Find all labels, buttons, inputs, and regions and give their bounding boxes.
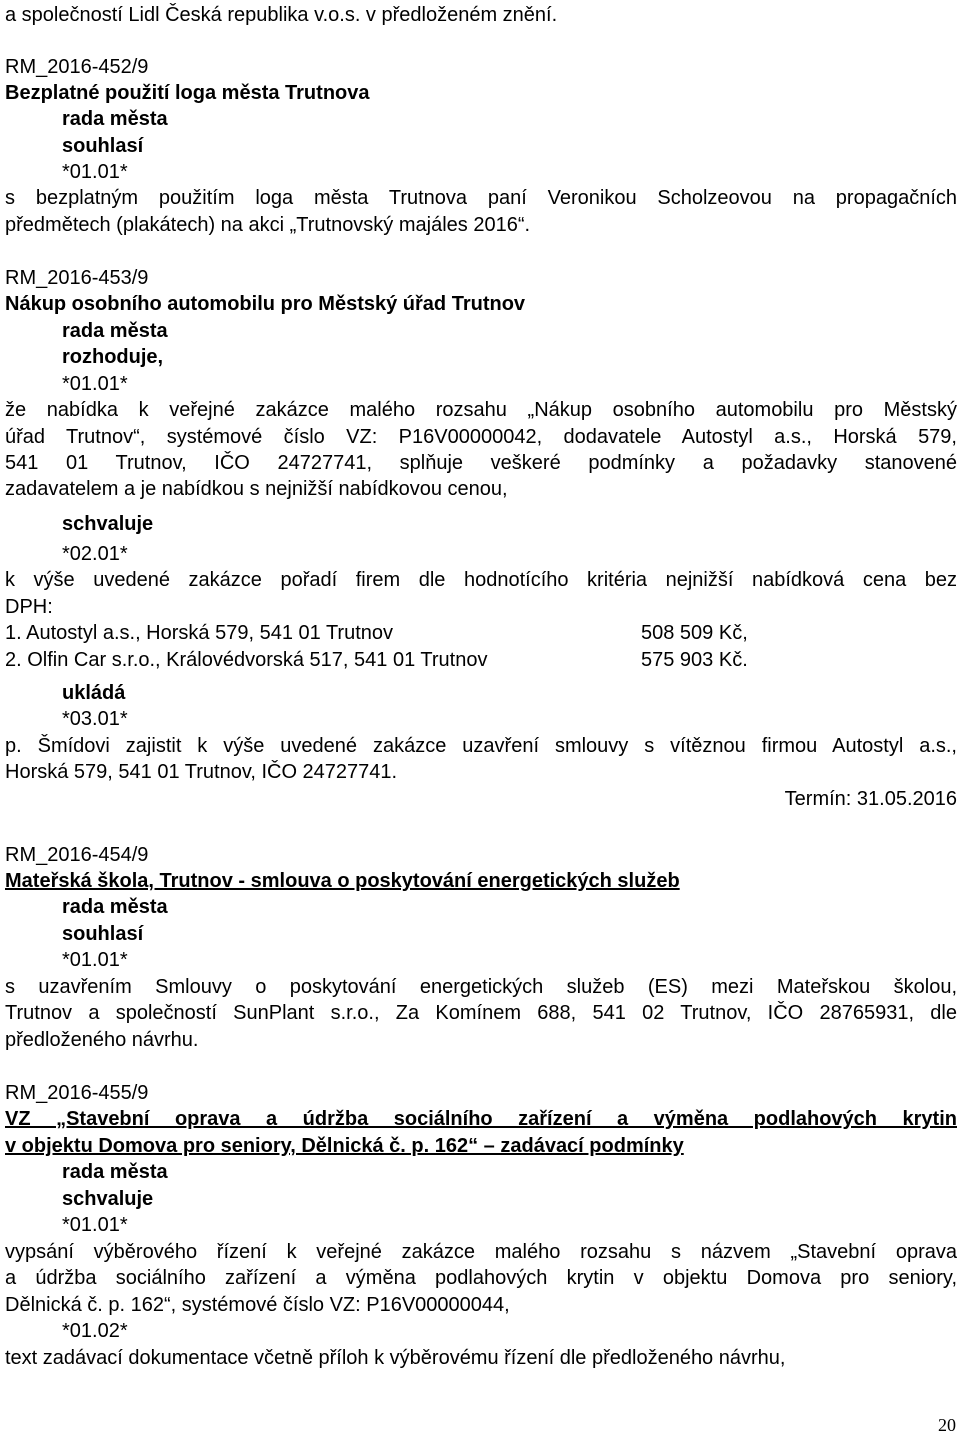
item-number: *01.01* [62, 1214, 128, 1236]
verb-label: schvaluje [62, 1188, 154, 1210]
body-label: rada města [62, 320, 168, 342]
text-line: Trutnov a společností SunPlant s.r.o., Za Komínem 688, 541 02 Trutnov, IČO 28765931, dle [5, 1002, 957, 1024]
text-line: text zadávací dokumentace včetně příloh k výběrovému řízení dle předloženého návrhu, [5, 1347, 786, 1369]
body-label: rada města [62, 1161, 168, 1183]
item-number: *03.01* [62, 708, 128, 730]
text-line: vypsání výběrového řízení k veřejné zakázce malého rozsahu s názvem „Stavební oprava [5, 1241, 957, 1263]
text-line: s bezplatným použitím loga města Trutnova paní Veronikou Scholzeovou na propagačních [5, 187, 957, 209]
body-label: rada města [62, 896, 168, 918]
verb-label: schvaluje [62, 513, 154, 535]
resolution-number: RM_2016-453/9 [5, 267, 149, 289]
text-line: a údržba sociálního zařízení a výměna podlahových krytin v objektu Domova pro seniory, [5, 1267, 957, 1289]
page-number: 20 [938, 1415, 956, 1435]
text-line: k výše uvedené zakázce pořadí firem dle hodnotícího kritéria nejnižší nabídková cena bez [5, 569, 957, 591]
text-line: a společností Lidl Česká republika v.o.s. v předloženém znění. [5, 4, 558, 26]
text-line: 541 01 Trutnov, IČO 24727741, splňuje veškeré podmínky a požadavky stanovené [5, 452, 957, 474]
text-line: že nabídka k veřejné zakázce malého rozsahu „Nákup osobního automobilu pro Městský [5, 399, 957, 421]
text-line: předmětech (plakátech) na akci „Trutnovský majáles 2016“. [5, 214, 531, 236]
text-line: úřad Trutnov“, systémové číslo VZ: P16V00000042, dodavatele Autostyl a.s., Horská 579, [5, 426, 957, 448]
item-number: *01.01* [62, 949, 128, 971]
bidder-2-price: 575 903 Kč. [641, 649, 748, 671]
bidder-2-name: 2. Olfin Car s.r.o., Královédvorská 517, 541 01 Trutnov [5, 649, 488, 671]
resolution-title: Nákup osobního automobilu pro Městský úřad Trutnov [5, 293, 526, 315]
resolution-number: RM_2016-454/9 [5, 844, 149, 866]
text-line: Horská 579, 541 01 Trutnov, IČO 24727741. [5, 761, 398, 783]
item-number: *01.01* [62, 161, 128, 183]
text-line: předloženého návrhu. [5, 1029, 199, 1051]
text-line: p. Šmídovi zajistit k výše uvedené zakázce uzavření smlouvy s vítěznou firmou Autostyl a.s., [5, 735, 957, 757]
body-label: rada města [62, 108, 168, 130]
item-number: *02.01* [62, 543, 128, 565]
item-number: *01.01* [62, 373, 128, 395]
bidder-1-price: 508 509 Kč, [641, 622, 748, 644]
bidder-1-name: 1. Autostyl a.s., Horská 579, 541 01 Trutnov [5, 622, 393, 644]
resolution-number: RM_2016-455/9 [5, 1082, 149, 1104]
verb-label: ukládá [62, 682, 126, 704]
verb-label: souhlasí [62, 135, 144, 157]
verb-label: souhlasí [62, 923, 144, 945]
verb-label: rozhoduje, [62, 346, 164, 368]
text-line: DPH: [5, 596, 53, 618]
resolution-title: Mateřská škola, Trutnov - smlouva o poskytování energetických služeb [5, 870, 680, 892]
text-line: s uzavřením Smlouvy o poskytování energetických služeb (ES) mezi Mateřskou školou, [5, 976, 957, 998]
text-line: Dělnická č. p. 162“, systémové číslo VZ: P16V00000044, [5, 1294, 510, 1316]
item-number: *01.02* [62, 1320, 128, 1342]
text-line: zadavatelem a je nabídkou s nejnižší nabídkovou cenou, [5, 478, 508, 500]
resolution-title: Bezplatné použití loga města Trutnova [5, 82, 370, 104]
deadline: Termín: 31.05.2016 [784, 788, 957, 810]
resolution-title: VZ „Stavební oprava a údržba sociálního zařízení a výměna podlahových krytin [5, 1108, 957, 1130]
resolution-title-cont: v objektu Domova pro seniory, Dělnická č. p. 162“ – zadávací podmínky [5, 1135, 684, 1157]
resolution-number: RM_2016-452/9 [5, 56, 149, 78]
